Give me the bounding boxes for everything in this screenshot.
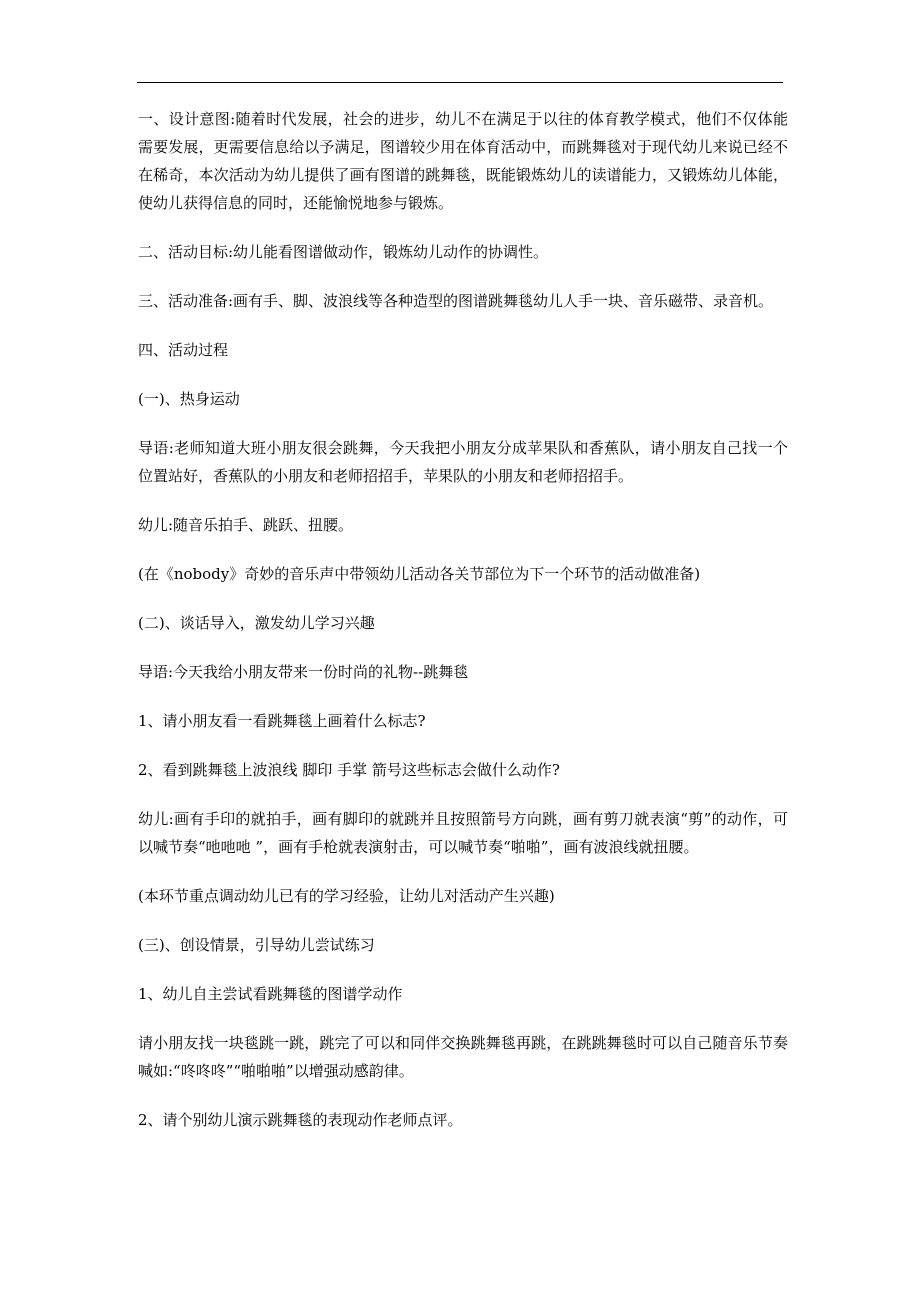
paragraph-children-actions: 幼儿:随音乐拍手、跳跃、扭腰。 (138, 516, 354, 534)
paragraph-gift-intro: 导语:今天我给小朋友带来一份时尚的礼物--跳舞毯 (138, 663, 469, 681)
paragraph-focus-note: (本环节重点调动幼儿已有的学习经验，让幼儿对活动产生兴趣) (138, 887, 555, 905)
heading-create-scenario: (三)、创设情景，引导幼儿尝试练习 (138, 936, 375, 954)
document-body (138, 105, 788, 1155)
list-item-demonstration: 2、请个别幼儿演示跳舞毯的表现动作老师点评。 (138, 1111, 463, 1129)
list-item-question-1: 1、请小朋友看一看跳舞毯上画着什么标志? (138, 712, 426, 730)
heading-conversation-intro: (二)、谈话导入，激发幼儿学习兴趣 (138, 614, 375, 632)
paragraph-activity-goal: 二、活动目标:幼儿能看图谱做动作，锻炼幼儿动作的协调性。 (138, 243, 549, 261)
paragraph-warm-up-intro: 导语:老师知道大班小朋友很会跳舞，今天我把小朋友分成苹果队和香蕉队，请小朋友自己找一个位置站好，香蕉队的小朋友和老师招招手，苹果队的小朋友和老师招招手。 (138, 439, 788, 485)
list-item-question-2: 2、看到跳舞毯上波浪线 脚印 手掌 箭号这些标志会做什么动作? (138, 761, 560, 779)
heading-warm-up: (一)、热身运动 (138, 390, 240, 408)
heading-activity-process: 四、活动过程 (138, 341, 229, 359)
paragraph-children-response: 幼儿:画有手印的就拍手，画有脚印的就跳并且按照箭号方向跳，画有剪刀就表演“剪”的动作，可以喊节奏“吔吔吔 ”，画有手枪就表演射击，可以喊节奏“啪啪”，画有波浪线就扭腰。 (138, 810, 788, 856)
paragraph-practice-instructions: 请小朋友找一块毯跳一跳，跳完了可以和同伴交换跳舞毯再跳，在跳跳舞毯时可以自己随音乐节奏喊如:“咚咚咚”“啪啪啪”以增强动感韵律。 (138, 1034, 788, 1080)
paragraph-music-note: (在《nobody》奇妙的音乐声中带领幼儿活动各关节部位为下一个环节的活动做准备) (138, 565, 701, 583)
paragraph-design-intent: 一、设计意图:随着时代发展，社会的进步，幼儿不在满足于以往的体育教学模式，他们不仅体能需要发展，更需要信息给以予满足，图谱较少用在体育活动中，而跳舞毯对于现代幼儿来说已经不在稀奇，本次活动为幼儿提供了画有图谱的跳舞毯，既能锻炼幼儿的读谱能力，又锻炼幼儿体能，使幼儿获得信息的同时，还能愉悦地参与锻炼。 (138, 110, 788, 212)
paragraph-activity-preparation: 三、活动准备:画有手、脚、波浪线等各种造型的图谱跳舞毯幼儿人手一块、音乐磁带、录音机。 (138, 292, 774, 310)
header-rule (137, 82, 783, 83)
list-item-self-practice: 1、幼儿自主尝试看跳舞毯的图谱学动作 (138, 985, 403, 1003)
